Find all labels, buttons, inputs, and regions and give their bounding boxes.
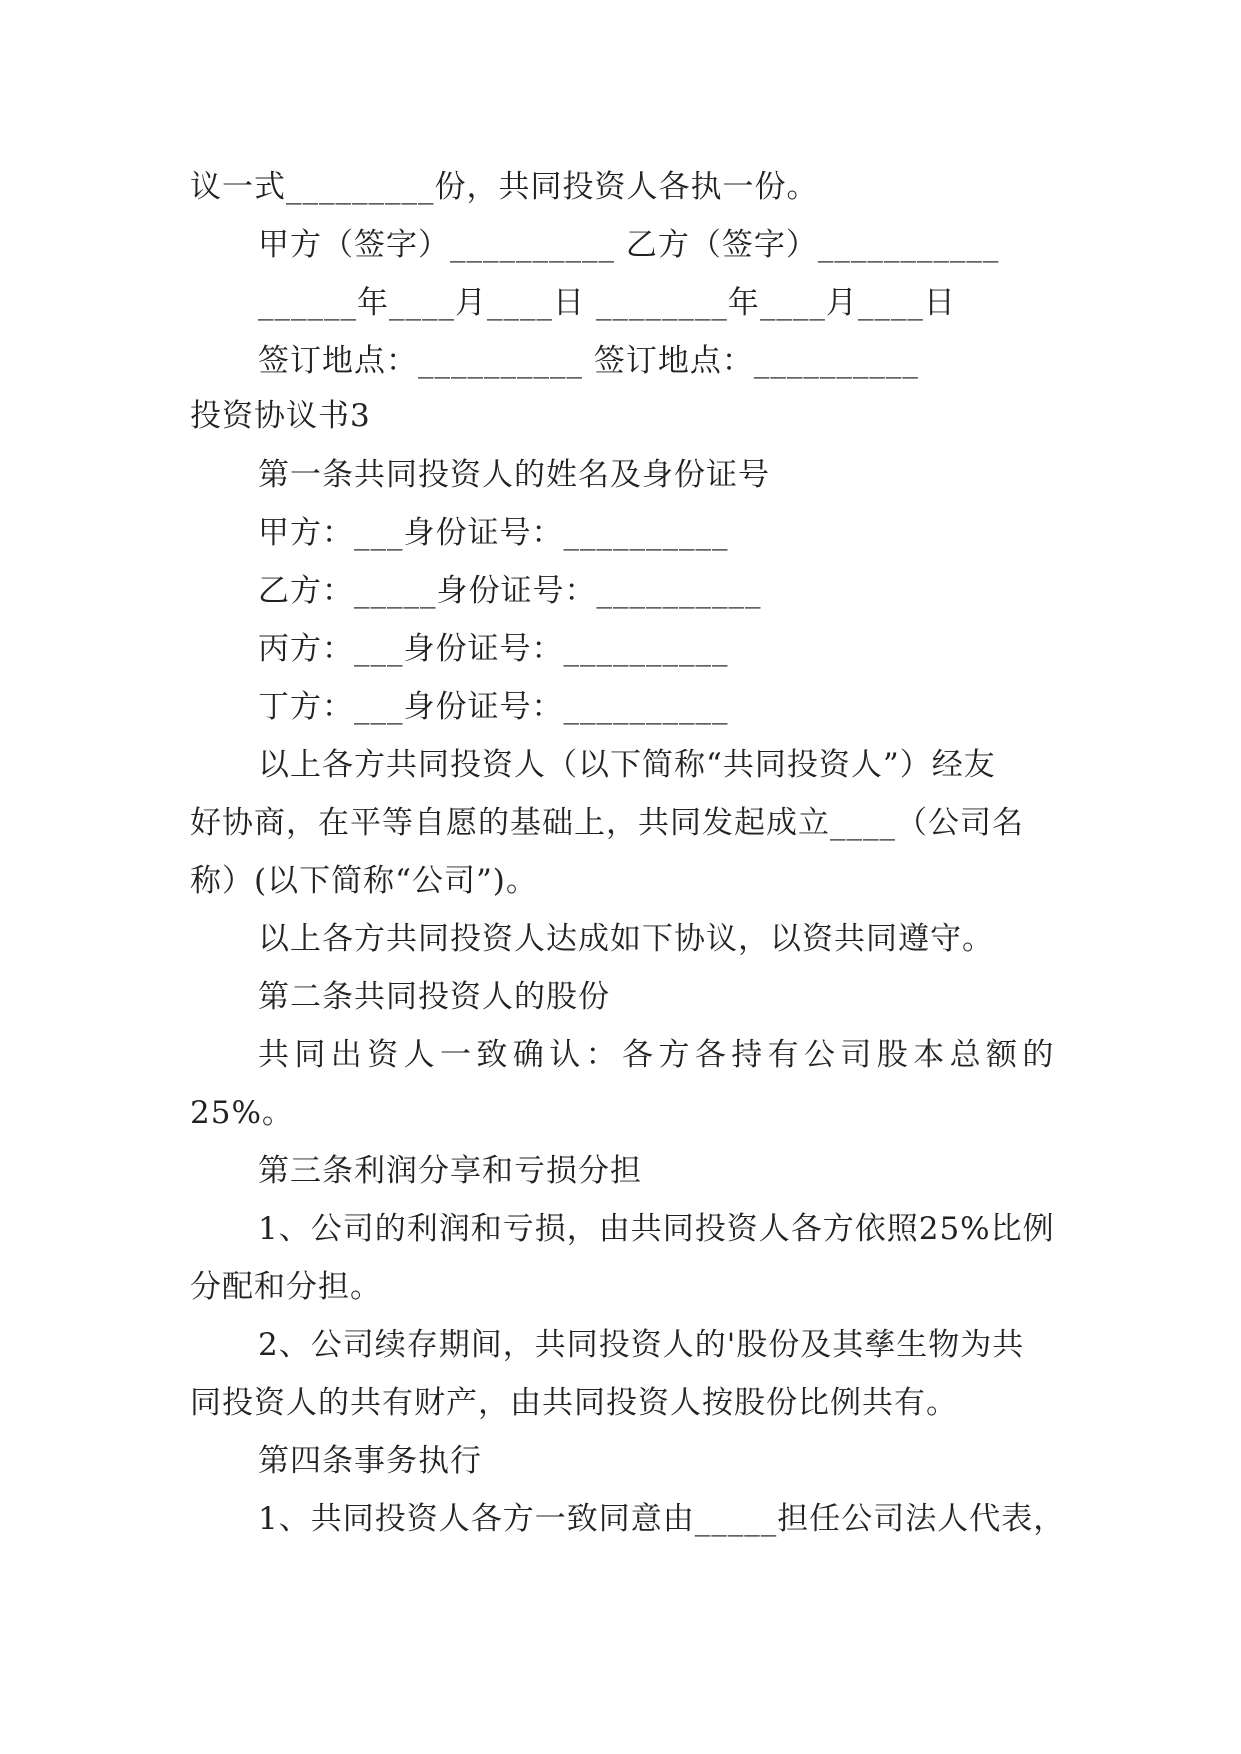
paragraph-line: 分配和分担。: [190, 1269, 382, 1305]
signing-place-line: 签订地点：__________ 签订地点：__________: [258, 343, 919, 379]
paragraph-line: 以上各方共同投资人（以下简称“共同投资人”）经友: [258, 747, 996, 783]
date-line: ______年____月____日 ________年____月____日: [258, 285, 956, 321]
party-c-id-line: 丙方：___身份证号：__________: [258, 631, 729, 667]
article-4-heading: 第四条事务执行: [258, 1443, 482, 1479]
paragraph-line: 称）(以下简称“公司”)。: [190, 863, 538, 899]
paragraph-line: 以上各方共同投资人达成如下协议，以资共同遵守。: [258, 921, 994, 957]
paragraph-line: 25%。: [190, 1095, 294, 1131]
paragraph-line: 1、共同投资人各方一致同意由_____担任公司法人代表，: [258, 1501, 1066, 1537]
section-title: 投资协议书3: [190, 398, 371, 434]
party-b-id-line: 乙方：_____身份证号：__________: [258, 573, 762, 609]
paragraph-line: 好协商，在平等自愿的基础上，共同发起成立____（公司名: [190, 805, 1024, 841]
article-2-heading: 第二条共同投资人的股份: [258, 979, 610, 1015]
article-3-heading: 第三条利润分享和亏损分担: [258, 1153, 642, 1189]
article-1-heading: 第一条共同投资人的姓名及身份证号: [258, 457, 770, 493]
copies-clause-line: 议一式_________份，共同投资人各执一份。: [190, 169, 819, 205]
paragraph-line: 1、公司的利润和亏损，由共同投资人各方依照25%比例: [258, 1211, 1055, 1247]
signature-line: 甲方（签字）__________ 乙方（签字）___________: [258, 227, 1000, 263]
paragraph-line: 同投资人的共有财产，由共同投资人按股份比例共有。: [190, 1385, 958, 1421]
paragraph-line: 共同出资人一致确认：各方各持有公司股本总额的: [258, 1037, 1059, 1073]
party-d-id-line: 丁方：___身份证号：__________: [258, 689, 729, 725]
party-a-id-line: 甲方：___身份证号：__________: [258, 515, 729, 551]
paragraph-line: 2、公司续存期间，共同投资人的'股份及其孳生物为共: [258, 1327, 1025, 1363]
